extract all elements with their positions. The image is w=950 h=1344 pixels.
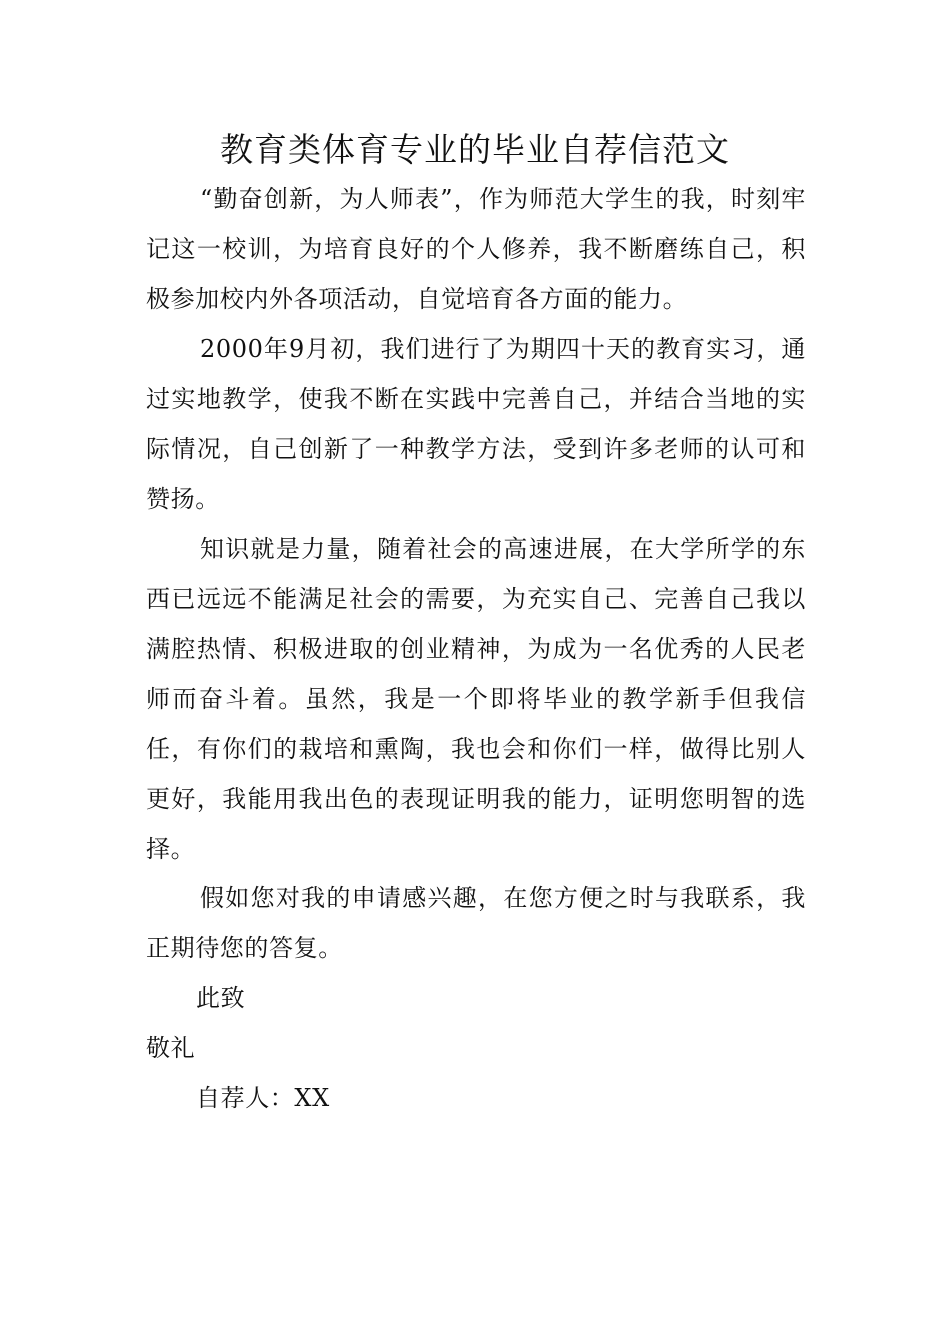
closing-salutation: 此致: [196, 984, 246, 1012]
document-title: 教育类体育专业的毕业自荐信范文: [220, 130, 730, 169]
closing-regards: 敬礼: [146, 1034, 196, 1062]
paragraph-internship: 2000年9月初，我们进行了为期四十天的教育实习，通过实地教学，使我不断在实践中完善自己，并结合当地的实际情况，自己创新了一种教学方法，受到许多老师的认可和赞扬。: [146, 335, 806, 513]
paragraph-knowledge: 知识就是力量，随着社会的高速进展，在大学所学的东西已远远不能满足社会的需要，为充实自己、完善自己我以满腔热情、积极进取的创业精神，为成为一名优秀的人民老师而奋斗着。虽然，我是一个即将毕业的教学新手但我信任，有你们的栽培和熏陶，我也会和你们一样，做得比别人更好，我能用我出色的表现证明我的能力，证明您明智的选择。: [146, 535, 806, 863]
signature-line: 自荐人：XX: [196, 1084, 330, 1112]
paragraph-contact: 假如您对我的申请感兴趣，在您方便之时与我联系，我正期待您的答复。: [146, 884, 806, 962]
paragraph-motto: “勤奋创新，为人师表”，作为师范大学生的我，时刻牢记这一校训，为培育良好的个人修养，我不断磨练自己，积极参加校内外各项活动，自觉培育各方面的能力。: [146, 185, 806, 313]
